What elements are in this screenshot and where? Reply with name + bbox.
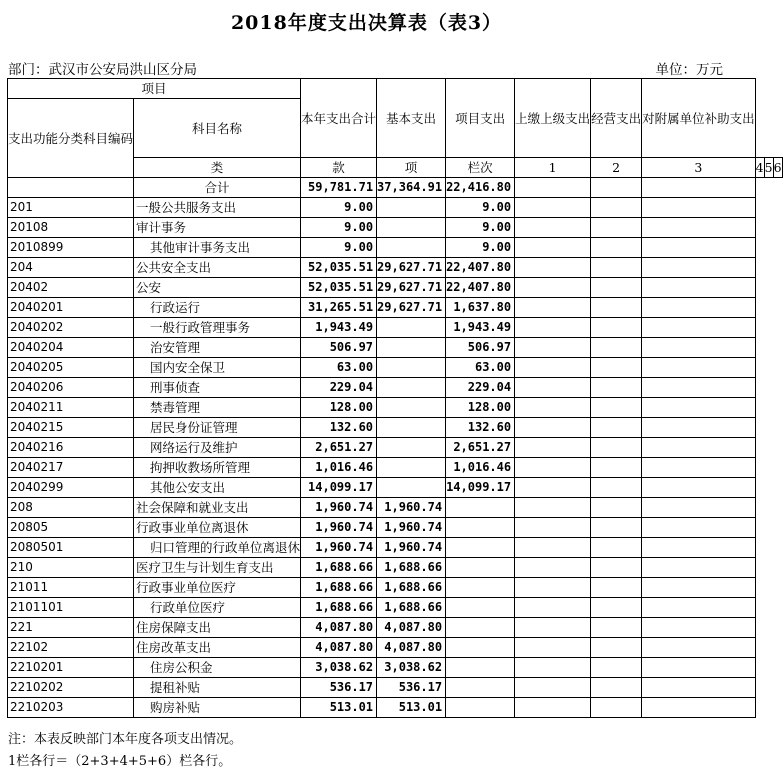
value-upper — [515, 198, 591, 218]
value-total: 1,016.46 — [301, 458, 377, 478]
value-project: 1,016.46 — [446, 458, 515, 478]
function-code: 2210202 — [8, 678, 134, 698]
value-total: 1,688.66 — [301, 578, 377, 598]
value-business — [591, 398, 642, 418]
value-total: 1,960.74 — [301, 498, 377, 518]
value-total: 4,087.80 — [301, 618, 377, 638]
value-upper — [515, 638, 591, 658]
table-row — [8, 598, 783, 618]
value-business — [591, 278, 642, 298]
value-upper — [515, 598, 591, 618]
subject-name: 行政运行 — [134, 298, 301, 318]
value-business — [591, 238, 642, 258]
header-code-group: 支出功能分类科目编码 — [8, 99, 134, 178]
header-total: 本年支出合计 — [301, 79, 377, 158]
value-business — [591, 658, 642, 678]
value-project: 9.00 — [446, 198, 515, 218]
value-business — [591, 618, 642, 638]
function-code: 20805 — [8, 518, 134, 538]
value-business — [591, 198, 642, 218]
report-title: 2018年度支出决算表（表3） — [230, 12, 503, 34]
value-project: 9.00 — [446, 218, 515, 238]
subject-name: 归口管理的行政单位离退休 — [134, 538, 301, 558]
value-project — [446, 598, 515, 618]
table-row — [8, 378, 783, 398]
function-code: 20402 — [8, 278, 134, 298]
value-total: 14,099.17 — [301, 478, 377, 498]
table-row — [8, 698, 783, 718]
value-subsidy — [642, 258, 756, 278]
value-project: 1,637.80 — [446, 298, 515, 318]
function-code: 221 — [8, 618, 134, 638]
value-upper — [515, 558, 591, 578]
header-business: 经营支出 — [591, 79, 642, 158]
value-upper — [515, 278, 591, 298]
subject-name: 一般行政管理事务 — [134, 318, 301, 338]
value-project — [446, 538, 515, 558]
value-basic — [377, 358, 446, 378]
subject-name: 其他公安支出 — [134, 478, 301, 498]
value-subsidy — [642, 658, 756, 678]
header-kuan: 款 — [301, 158, 377, 178]
expenditure-table — [7, 78, 783, 718]
value-basic: 1,960.74 — [377, 538, 446, 558]
value-basic: 1,960.74 — [377, 518, 446, 538]
value-business — [591, 558, 642, 578]
subject-name: 禁毒管理 — [134, 398, 301, 418]
table-row — [8, 498, 783, 518]
subject-name: 住房改革支出 — [134, 638, 301, 658]
value-upper — [515, 438, 591, 458]
value-subsidy — [642, 398, 756, 418]
function-code: 2040216 — [8, 438, 134, 458]
value-business — [591, 418, 642, 438]
value-subsidy — [642, 558, 756, 578]
table-row — [8, 198, 783, 218]
function-code: 2080501 — [8, 538, 134, 558]
value-upper — [515, 338, 591, 358]
value-business — [591, 598, 642, 618]
table-row — [8, 318, 783, 338]
value-upper — [515, 458, 591, 478]
value-business — [591, 258, 642, 278]
value-upper — [515, 398, 591, 418]
table-row — [8, 218, 783, 238]
value-business — [591, 358, 642, 378]
value-total: 9.00 — [301, 198, 377, 218]
function-code: 2040206 — [8, 378, 134, 398]
function-code: 210 — [8, 558, 134, 578]
function-code: 2040205 — [8, 358, 134, 378]
total-label: 合计 — [134, 178, 301, 198]
value-project — [446, 518, 515, 538]
value-subsidy — [642, 478, 756, 498]
unit-label: 单位：万元 — [655, 62, 723, 78]
table-row — [8, 338, 783, 358]
value-upper — [515, 618, 591, 638]
value-project: 9.00 — [446, 238, 515, 258]
value-business — [591, 538, 642, 558]
value-business — [591, 578, 642, 598]
value-subsidy — [642, 218, 756, 238]
table-row — [8, 658, 783, 678]
value-total: 128.00 — [301, 398, 377, 418]
value-upper — [515, 318, 591, 338]
table-row — [8, 418, 783, 438]
value-project: 1,943.49 — [446, 318, 515, 338]
table-row — [8, 558, 783, 578]
value-subsidy — [642, 278, 756, 298]
table-row — [8, 618, 783, 638]
value-total: 63.00 — [301, 358, 377, 378]
header-lanci: 栏次 — [446, 158, 515, 178]
header-project: 项目支出 — [446, 79, 515, 158]
subject-name: 网络运行及维护 — [134, 438, 301, 458]
subject-name: 审计事务 — [134, 218, 301, 238]
value-project: 22,407.80 — [446, 278, 515, 298]
value-total: 1,960.74 — [301, 518, 377, 538]
note-1: 注：本表反映部门本年度各项支出情况。 — [8, 732, 243, 747]
function-code: 20108 — [8, 218, 134, 238]
value-total: 1,943.49 — [301, 318, 377, 338]
value-subsidy — [642, 698, 756, 718]
table-row — [8, 458, 783, 478]
value-subsidy — [642, 598, 756, 618]
value-project — [446, 498, 515, 518]
value-total: 1,688.66 — [301, 598, 377, 618]
value-subsidy — [642, 518, 756, 538]
value-project — [446, 658, 515, 678]
value-subsidy — [642, 358, 756, 378]
value-upper — [515, 238, 591, 258]
value-total: 513.01 — [301, 698, 377, 718]
value-subsidy — [642, 198, 756, 218]
value-upper — [515, 538, 591, 558]
value-subsidy — [642, 458, 756, 478]
value-total: 132.60 — [301, 418, 377, 438]
department-label: 部门：武汉市公安局洪山区分局 — [8, 62, 197, 78]
function-code: 2040202 — [8, 318, 134, 338]
value-business — [591, 698, 642, 718]
table-row — [8, 578, 783, 598]
value-project: 2,651.27 — [446, 438, 515, 458]
col-number-2: 2 — [591, 158, 642, 178]
value-basic: 3,038.62 — [377, 658, 446, 678]
value-upper — [515, 298, 591, 318]
function-code: 2101101 — [8, 598, 134, 618]
value-subsidy — [642, 538, 756, 558]
value-subsidy — [642, 298, 756, 318]
value-business — [591, 218, 642, 238]
value-basic — [377, 198, 446, 218]
col-number-5: 5 — [764, 158, 773, 178]
value-project: 14,099.17 — [446, 478, 515, 498]
subject-name: 社会保障和就业支出 — [134, 498, 301, 518]
value-basic: 513.01 — [377, 698, 446, 718]
value-project — [446, 578, 515, 598]
function-code: 208 — [8, 498, 134, 518]
value-business — [591, 378, 642, 398]
header-subject-name: 科目名称 — [134, 99, 301, 158]
value-basic: 29,627.71 — [377, 278, 446, 298]
value-total: 2,651.27 — [301, 438, 377, 458]
value-basic — [377, 398, 446, 418]
value-total: 9.00 — [301, 218, 377, 238]
value-basic — [377, 218, 446, 238]
value-project: 506.97 — [446, 338, 515, 358]
value-business — [591, 458, 642, 478]
function-code: 2040217 — [8, 458, 134, 478]
table-row — [8, 358, 783, 378]
function-code: 21011 — [8, 578, 134, 598]
value-business — [591, 498, 642, 518]
table-row — [8, 478, 783, 498]
table-row — [8, 298, 783, 318]
value-subsidy — [642, 418, 756, 438]
value-upper — [515, 678, 591, 698]
value-total: 52,035.51 — [301, 258, 377, 278]
value-total: 1,688.66 — [301, 558, 377, 578]
table-row — [8, 678, 783, 698]
value-basic: 1,960.74 — [377, 498, 446, 518]
value-total: 31,265.51 — [301, 298, 377, 318]
function-code: 2040204 — [8, 338, 134, 358]
value-business — [591, 518, 642, 538]
value-basic — [377, 378, 446, 398]
value-upper — [515, 658, 591, 678]
value-total: 1,960.74 — [301, 538, 377, 558]
value-business — [591, 338, 642, 358]
value-basic — [377, 318, 446, 338]
value-project — [446, 678, 515, 698]
value-basic: 4,087.80 — [377, 638, 446, 658]
value-project — [446, 638, 515, 658]
value-business — [591, 318, 642, 338]
total-c3: 22,416.80 — [446, 178, 515, 198]
value-basic — [377, 418, 446, 438]
value-subsidy — [642, 618, 756, 638]
subject-name: 公安 — [134, 278, 301, 298]
table-row — [8, 258, 783, 278]
function-code: 22102 — [8, 638, 134, 658]
value-total: 52,035.51 — [301, 278, 377, 298]
value-business — [591, 478, 642, 498]
table-row — [8, 518, 783, 538]
subject-name: 行政单位医疗 — [134, 598, 301, 618]
value-upper — [515, 218, 591, 238]
value-project: 128.00 — [446, 398, 515, 418]
function-code: 2040299 — [8, 478, 134, 498]
value-business — [591, 298, 642, 318]
value-basic — [377, 438, 446, 458]
function-code: 2010899 — [8, 238, 134, 258]
value-project: 63.00 — [446, 358, 515, 378]
table-row — [8, 638, 783, 658]
value-business — [591, 638, 642, 658]
value-subsidy — [642, 578, 756, 598]
subject-name: 居民身份证管理 — [134, 418, 301, 438]
value-upper — [515, 698, 591, 718]
col-number-4: 4 — [755, 158, 764, 178]
table-row — [8, 438, 783, 458]
value-business — [591, 438, 642, 458]
value-subsidy — [642, 378, 756, 398]
table-row — [8, 278, 783, 298]
value-subsidy — [642, 638, 756, 658]
subject-name: 拘押收教场所管理 — [134, 458, 301, 478]
value-basic: 536.17 — [377, 678, 446, 698]
subject-name: 医疗卫生与计划生育支出 — [134, 558, 301, 578]
table-row — [8, 238, 783, 258]
value-business — [591, 678, 642, 698]
value-project — [446, 698, 515, 718]
value-basic: 1,688.66 — [377, 598, 446, 618]
subject-name: 行政事业单位医疗 — [134, 578, 301, 598]
value-project: 132.60 — [446, 418, 515, 438]
subject-name: 其他审计事务支出 — [134, 238, 301, 258]
value-total: 229.04 — [301, 378, 377, 398]
function-code: 2210203 — [8, 698, 134, 718]
value-project — [446, 558, 515, 578]
value-project: 229.04 — [446, 378, 515, 398]
value-subsidy — [642, 678, 756, 698]
subject-name: 一般公共服务支出 — [134, 198, 301, 218]
function-code: 2040201 — [8, 298, 134, 318]
value-upper — [515, 258, 591, 278]
value-total: 9.00 — [301, 238, 377, 258]
col-number-1: 1 — [515, 158, 591, 178]
function-code: 2040211 — [8, 398, 134, 418]
total-c1: 59,781.71 — [301, 178, 377, 198]
header-basic: 基本支出 — [377, 79, 446, 158]
value-basic — [377, 478, 446, 498]
value-project: 22,407.80 — [446, 258, 515, 278]
subject-name: 国内安全保卫 — [134, 358, 301, 378]
value-basic: 29,627.71 — [377, 258, 446, 278]
value-basic — [377, 458, 446, 478]
subject-name: 提租补贴 — [134, 678, 301, 698]
note-2: 1栏各行＝（2+3+4+5+6）栏各行。 — [8, 754, 232, 769]
value-upper — [515, 378, 591, 398]
value-basic: 29,627.71 — [377, 298, 446, 318]
subject-name: 刑事侦查 — [134, 378, 301, 398]
header-xiang: 项 — [377, 158, 446, 178]
subject-name: 行政事业单位离退休 — [134, 518, 301, 538]
value-basic — [377, 238, 446, 258]
col-number-3: 3 — [642, 158, 756, 178]
value-upper — [515, 578, 591, 598]
table-row — [8, 538, 783, 558]
value-total: 4,087.80 — [301, 638, 377, 658]
value-upper — [515, 518, 591, 538]
value-total: 3,038.62 — [301, 658, 377, 678]
value-subsidy — [642, 318, 756, 338]
col-number-6: 6 — [773, 158, 782, 178]
value-subsidy — [642, 438, 756, 458]
total-c2: 37,364.91 — [377, 178, 446, 198]
header-upper: 上缴上级支出 — [515, 79, 591, 158]
value-upper — [515, 478, 591, 498]
value-subsidy — [642, 238, 756, 258]
header-lei: 类 — [134, 158, 301, 178]
value-subsidy — [642, 498, 756, 518]
value-basic — [377, 338, 446, 358]
subject-name: 住房公积金 — [134, 658, 301, 678]
subject-name: 治安管理 — [134, 338, 301, 358]
function-code: 2210201 — [8, 658, 134, 678]
total-row — [8, 178, 783, 198]
header-item: 项目 — [8, 79, 301, 99]
table-row — [8, 398, 783, 418]
value-basic: 1,688.66 — [377, 578, 446, 598]
value-basic: 1,688.66 — [377, 558, 446, 578]
subject-name: 购房补贴 — [134, 698, 301, 718]
subject-name: 住房保障支出 — [134, 618, 301, 638]
value-total: 506.97 — [301, 338, 377, 358]
value-project — [446, 618, 515, 638]
subject-name: 公共安全支出 — [134, 258, 301, 278]
value-upper — [515, 358, 591, 378]
value-basic: 4,087.80 — [377, 618, 446, 638]
value-upper — [515, 418, 591, 438]
value-subsidy — [642, 338, 756, 358]
header-subsidy: 对附属单位补助支出 — [642, 79, 756, 158]
function-code: 204 — [8, 258, 134, 278]
value-upper — [515, 498, 591, 518]
function-code: 2040215 — [8, 418, 134, 438]
value-total: 536.17 — [301, 678, 377, 698]
function-code: 201 — [8, 198, 134, 218]
